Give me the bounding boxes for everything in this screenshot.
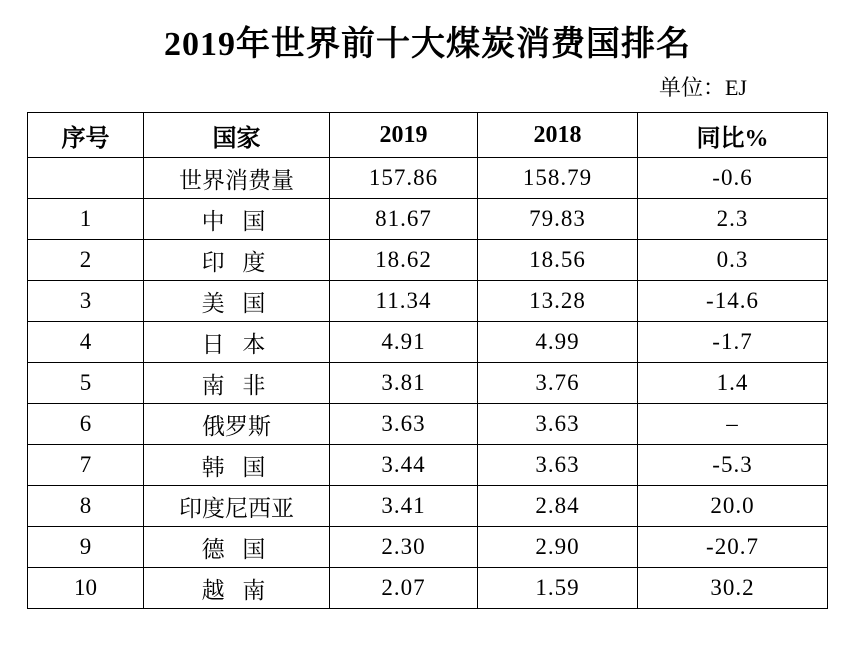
- column-header-yoy: 同比%: [638, 113, 828, 158]
- cell-value-2019: 11.34: [330, 281, 478, 322]
- cell-value-yoy: -5.3: [638, 445, 828, 486]
- table-row: [28, 568, 828, 609]
- cell-rank: 3: [28, 281, 144, 322]
- cell-value-2018: 1.59: [478, 568, 638, 609]
- cell-value-2019: 4.91: [330, 322, 478, 363]
- cell-country: 印度尼西亚: [144, 486, 330, 527]
- cell-rank: 2: [28, 240, 144, 281]
- table-row: [28, 486, 828, 527]
- cell-rank: 9: [28, 527, 144, 568]
- cell-value-2019: 3.44: [330, 445, 478, 486]
- unit-label: 单位：EJ: [658, 75, 747, 100]
- coal-consumption-table: [27, 112, 828, 609]
- cell-value-2019: 81.67: [330, 199, 478, 240]
- column-header-country: 国家: [144, 113, 330, 158]
- cell-country: 德 国: [144, 527, 330, 568]
- cell-value-yoy: 1.4: [638, 363, 828, 404]
- cell-rank: 7: [28, 445, 144, 486]
- cell-value-2019: 3.81: [330, 363, 478, 404]
- cell-value-2018: 158.79: [478, 158, 638, 199]
- table-row: [28, 199, 828, 240]
- cell-value-2018: 2.84: [478, 486, 638, 527]
- cell-value-yoy: –: [638, 404, 828, 445]
- cell-value-2019: 2.07: [330, 568, 478, 609]
- cell-rank: 8: [28, 486, 144, 527]
- cell-country: 韩 国: [144, 445, 330, 486]
- cell-value-2019: 3.41: [330, 486, 478, 527]
- cell-value-yoy: -1.7: [638, 322, 828, 363]
- cell-rank: 4: [28, 322, 144, 363]
- cell-value-2018: 3.63: [478, 445, 638, 486]
- table-header-row: [28, 113, 828, 158]
- cell-rank: 1: [28, 199, 144, 240]
- cell-value-2018: 3.76: [478, 363, 638, 404]
- page-title: 2019年世界前十大煤炭消费国排名: [164, 26, 691, 63]
- cell-country: 南 非: [144, 363, 330, 404]
- table-row: [28, 158, 828, 199]
- table-row: [28, 445, 828, 486]
- cell-value-yoy: -0.6: [638, 158, 828, 199]
- cell-country: 印 度: [144, 240, 330, 281]
- column-header-2019: 2019: [330, 113, 478, 158]
- cell-value-2018: 13.28: [478, 281, 638, 322]
- table-body: [28, 158, 828, 609]
- table-row: [28, 404, 828, 445]
- cell-country: 美 国: [144, 281, 330, 322]
- cell-country: 俄罗斯: [144, 404, 330, 445]
- cell-value-yoy: 0.3: [638, 240, 828, 281]
- cell-value-2019: 157.86: [330, 158, 478, 199]
- cell-country: 越 南: [144, 568, 330, 609]
- cell-value-yoy: -20.7: [638, 527, 828, 568]
- cell-rank: 6: [28, 404, 144, 445]
- cell-country: 世界消费量: [144, 158, 330, 199]
- cell-value-2019: 2.30: [330, 527, 478, 568]
- column-header-2018: 2018: [478, 113, 638, 158]
- table-row: [28, 527, 828, 568]
- cell-value-2018: 4.99: [478, 322, 638, 363]
- cell-country: 中 国: [144, 199, 330, 240]
- cell-rank: [28, 158, 144, 199]
- cell-country: 日 本: [144, 322, 330, 363]
- column-header-rank: 序号: [28, 113, 144, 158]
- cell-rank: 5: [28, 363, 144, 404]
- cell-value-2019: 3.63: [330, 404, 478, 445]
- cell-rank: 10: [28, 568, 144, 609]
- table-row: [28, 240, 828, 281]
- table-row: [28, 322, 828, 363]
- cell-value-2018: 18.56: [478, 240, 638, 281]
- table-row: [28, 363, 828, 404]
- cell-value-yoy: 30.2: [638, 568, 828, 609]
- cell-value-yoy: 2.3: [638, 199, 828, 240]
- table-row: [28, 281, 828, 322]
- cell-value-2018: 2.90: [478, 527, 638, 568]
- cell-value-2018: 3.63: [478, 404, 638, 445]
- cell-value-2019: 18.62: [330, 240, 478, 281]
- cell-value-yoy: -14.6: [638, 281, 828, 322]
- cell-value-2018: 79.83: [478, 199, 638, 240]
- cell-value-yoy: 20.0: [638, 486, 828, 527]
